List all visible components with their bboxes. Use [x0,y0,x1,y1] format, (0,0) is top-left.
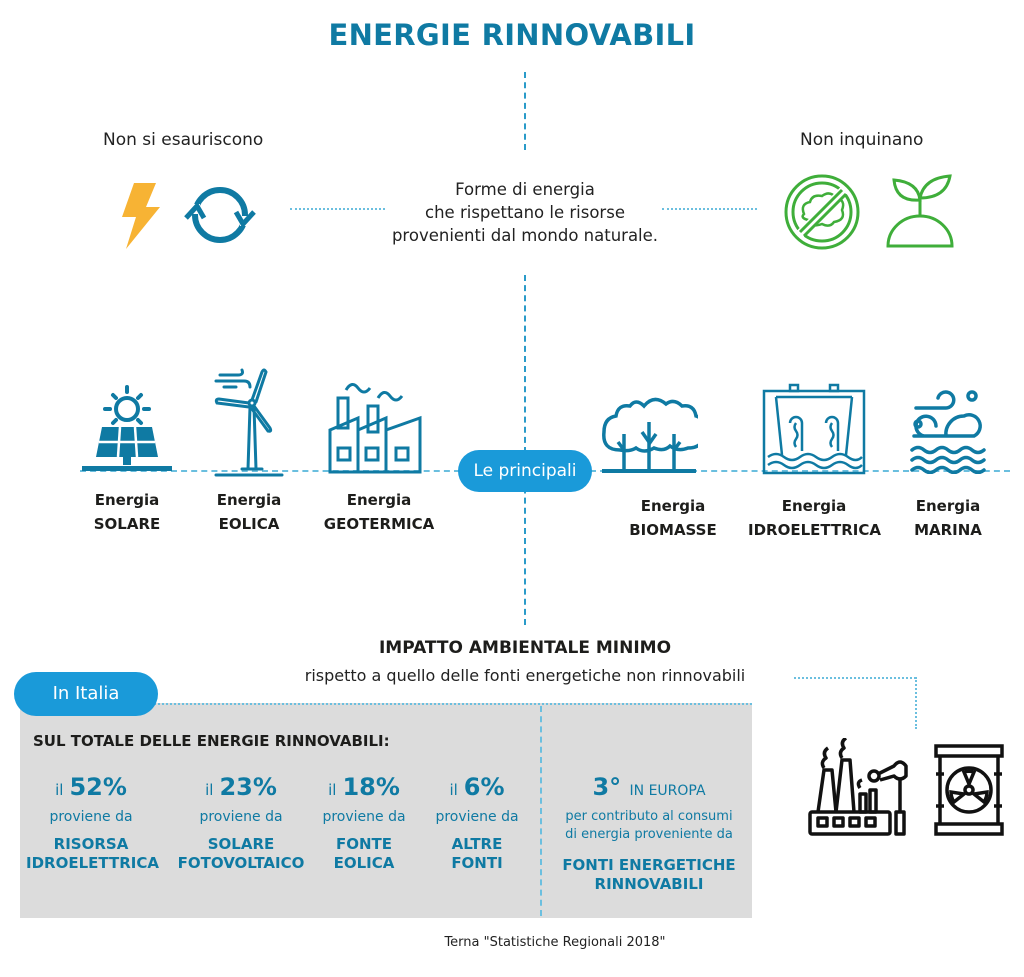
stat-value: 52% [69,773,127,801]
energy-label-eolica [192,488,306,536]
italy-panel-divider [540,706,542,916]
stat-wind [314,772,414,873]
impact-title: IMPATTO AMBIENTALE MINIMO [378,638,672,658]
principali-badge: Le principali [458,450,592,492]
energy-label-line1: Energia [346,491,412,509]
connector-impact-v [915,677,917,729]
page-title: ENERGIE RINNOVABILI [328,18,696,52]
stat-from: proviene da [435,809,519,825]
description-line-3: provenienti dal mondo naturale. [391,226,659,245]
energy-label-line1: Energia [94,491,160,509]
fossil-industry-icon [808,738,912,838]
energy-label-line2: SOLARE [93,515,161,533]
stat-prefix: il [449,781,458,799]
energy-label-line2: EOLICA [218,515,280,533]
stat-source-line2: FONTI [451,854,503,872]
stat-from: proviene da [199,809,283,825]
feature-left-heading: Non si esauriscono [103,130,264,150]
stat-other [426,772,528,873]
stat-source-line1: RISORSA [53,835,129,853]
stat-solar [170,772,312,873]
stat-source-line1: ALTRE [451,835,503,853]
europe-line1: per contributo al consumi [565,809,733,824]
energy-label-line2: IDROELETTRICA [748,521,881,539]
stat-prefix: il [205,781,214,799]
stat-value: 23% [219,773,277,801]
connector-right [662,208,757,210]
italy-panel-top-border [150,703,752,705]
stat-source-line2: FOTOVOLTAICO [177,854,305,872]
description-line-1: Forme di energia [455,180,595,199]
impact-subtitle: rispetto a quello delle fonti energetiche non rinnovabili [304,666,746,685]
energy-label-line1: Energia [781,497,847,515]
stat-value: 18% [342,773,400,801]
description [360,178,690,247]
energy-label-line2: BIOMASSE [629,521,717,539]
stat-prefix: il [55,781,64,799]
sprout-icon [884,172,956,248]
energy-label-geotermica [316,488,442,536]
stat-value: 6% [463,773,505,801]
waves-icon [910,386,990,474]
stat-from: proviene da [322,809,406,825]
description-line-2: che rispettano le risorse [425,203,625,222]
recycle-arrows-icon [182,184,264,246]
energy-label-line1: Energia [216,491,282,509]
energy-label-biomasse [616,494,730,542]
energy-label-solare [70,488,184,536]
stat-source-line2: IDROELETTRICA [26,854,159,872]
connector-impact-h [794,677,916,679]
stat-hydro [26,772,159,873]
dam-icon [762,383,866,475]
energy-label-line1: Energia [915,497,981,515]
stat-source-line1: FONTE [335,835,393,853]
energy-label-marina [898,494,998,542]
europe-line2: di energia proveniente da [565,827,733,842]
lightning-icon [118,183,162,249]
nuclear-barrel-icon [934,744,1004,836]
geothermal-plant-icon [326,378,426,474]
europe-source-line1: FONTI ENERGETICHE [562,856,736,874]
stat-from: proviene da [49,809,133,825]
europe-ranking [552,772,746,894]
divider-vertical-top [524,72,526,150]
trees-icon [600,394,698,474]
solar-panel-icon [80,383,174,473]
stat-source-line2: EOLICA [333,854,395,872]
europe-rank-label: IN EUROPA [629,783,706,799]
stat-source-line1: SOLARE [207,835,275,853]
italy-heading: SUL TOTALE DELLE ENERGIE RINNOVABILI: [33,732,390,750]
europe-rank: 3° [592,773,622,801]
no-pollution-icon [782,172,862,252]
feature-right-heading: Non inquinano [800,130,924,150]
energy-label-line2: MARINA [914,521,982,539]
energy-label-line1: Energia [640,497,706,515]
energy-label-idroelettrica [748,494,880,542]
source-citation: Terna "Statistiche Regionali 2018" [444,935,666,950]
europe-source-line2: RINNOVABILI [594,875,704,893]
wind-turbine-icon [212,365,286,477]
stat-prefix: il [328,781,337,799]
energy-label-line2: GEOTERMICA [323,515,435,533]
italy-tab: In Italia [14,672,158,716]
